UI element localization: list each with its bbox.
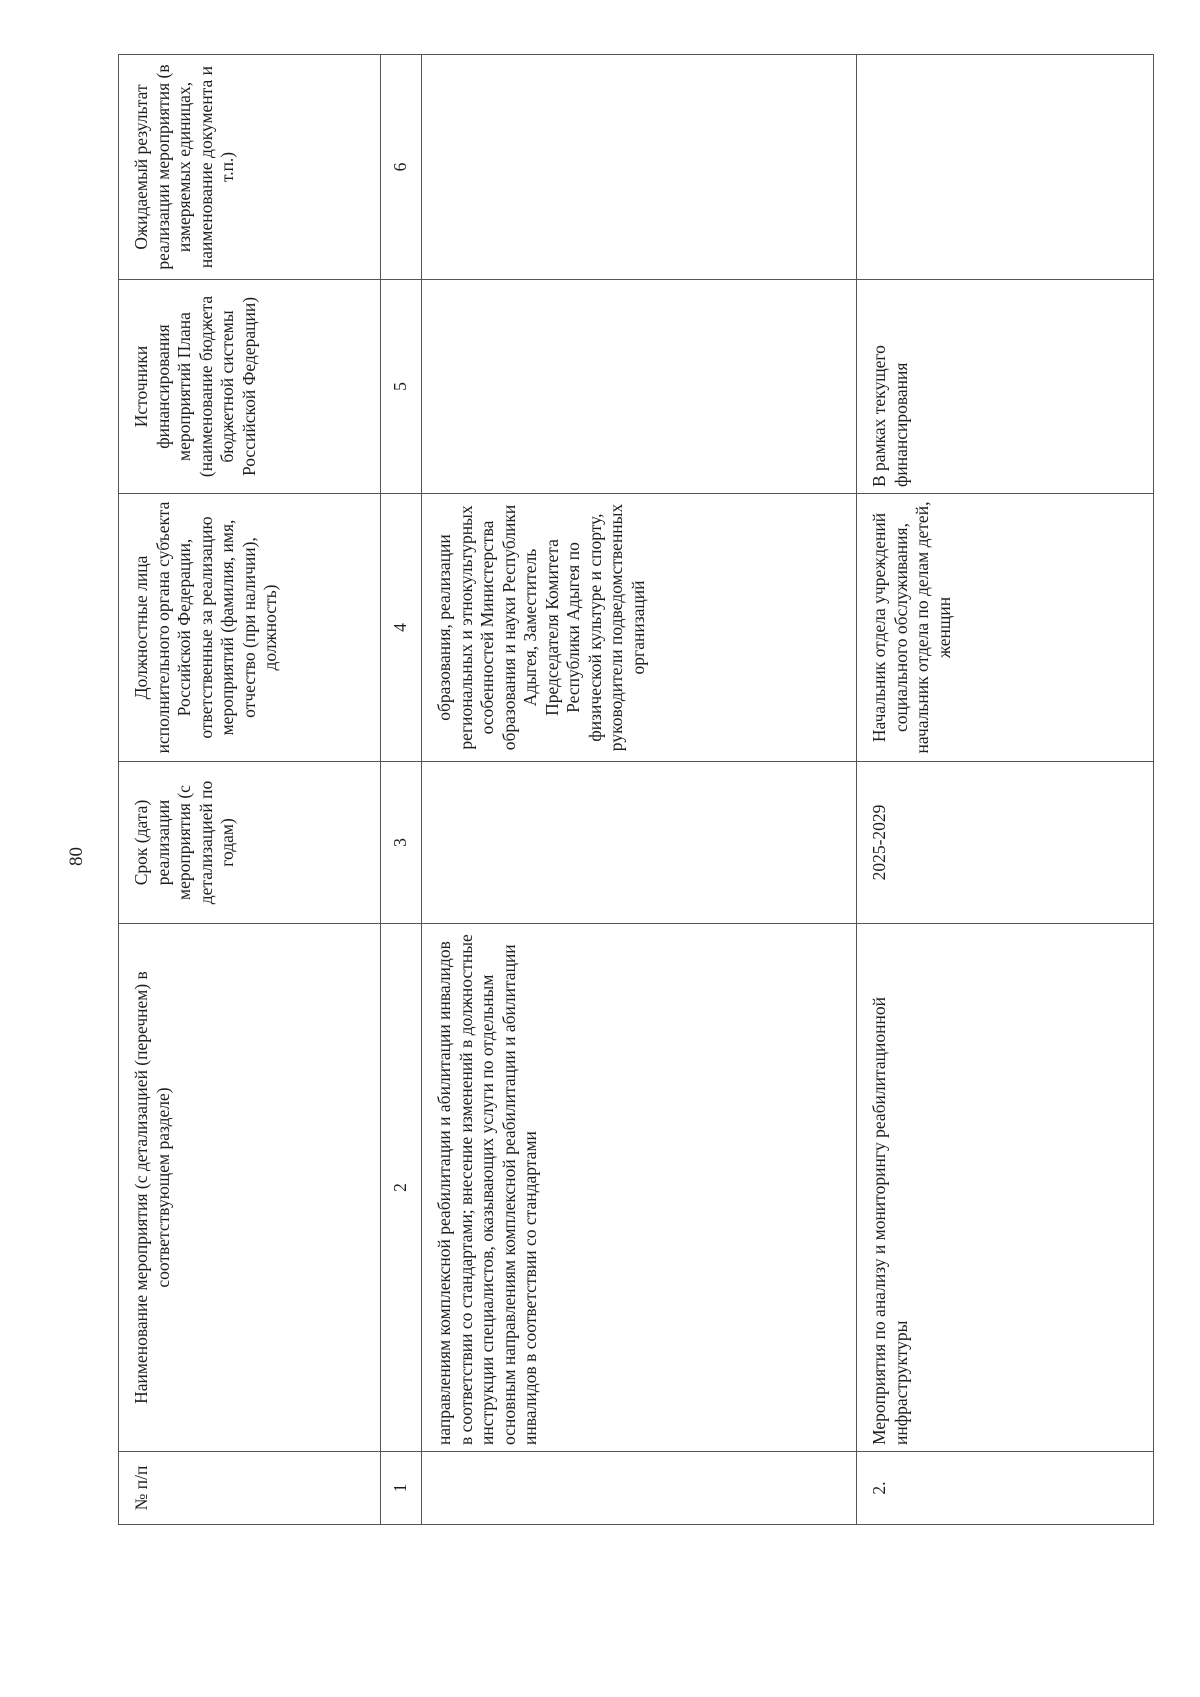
row-result-cell <box>857 55 1154 280</box>
row-name-cell: Мероприятия по анализу и мониторингу реабилитационной инфраструктуры <box>857 924 1154 1452</box>
header-cell-result: Ожидаемый результат реализации мероприятия (в измеряемых единицах, наименование документа и т.п.) <box>119 55 381 280</box>
row-funding-cell: В рамках текущего финансирования <box>857 280 1154 494</box>
column-number-cell: 1 <box>381 1452 422 1525</box>
column-number-cell: 5 <box>381 280 422 494</box>
header-cell-term: Срок (дата) реализации мероприятия (с детализацией по годам) <box>119 762 381 924</box>
header-cell-number: № п/п <box>119 1452 381 1525</box>
column-number-cell: 6 <box>381 55 422 280</box>
row-term-cell: 2025-2029 <box>857 762 1154 924</box>
row-number-cell <box>422 1452 857 1525</box>
measures-table <box>118 54 1154 1525</box>
header-cell-officials: Должностные лица исполнительного органа субъекта Российской Федерации, ответственные за реализацию мероприятий (фамилия, имя, отчество (при наличии), должность) <box>119 494 381 762</box>
column-number-cell: 4 <box>381 494 422 762</box>
header-cell-funding: Источники финансирования мероприятий Плана (наименование бюджета бюджетной системы Российской Федерации) <box>119 280 381 494</box>
column-number-row <box>381 55 422 1525</box>
row-officials-cell: образования, реализации региональных и этнокультурных особенностей Министерства образования и науки Республики Адыгея, Заместитель Председателя Комитета Республики Адыгея по физической культуре и спорту, руководители подведомственных организаций <box>422 494 857 762</box>
table-header-row <box>119 55 381 1525</box>
header-cell-name: Наименование мероприятия (с детализацией (перечнем) в соответствующем разделе) <box>119 924 381 1452</box>
table-row <box>857 55 1154 1525</box>
row-funding-cell <box>422 280 857 494</box>
page-number: 80 <box>66 847 87 866</box>
row-officials-cell: Начальник отдела учреждений социального обслуживания, начальник отдела по делам детей, женщин <box>857 494 1154 762</box>
measures-table-wrapper <box>118 55 1123 1525</box>
column-number-cell: 2 <box>381 924 422 1452</box>
table-row <box>422 55 857 1525</box>
row-name-cell: направлениям комплексной реабилитации и абилитации инвалидов в соответствии со стандартами; внесение изменений в должностные инструкции специалистов, оказывающих услуги по отдельным основным направлениям комплексной реабилитации и абилитации инвалидов в соответствии со стандартами <box>422 924 857 1452</box>
column-number-cell: 3 <box>381 762 422 924</box>
row-number-cell: 2. <box>857 1452 1154 1525</box>
row-term-cell <box>422 762 857 924</box>
row-result-cell <box>422 55 857 280</box>
